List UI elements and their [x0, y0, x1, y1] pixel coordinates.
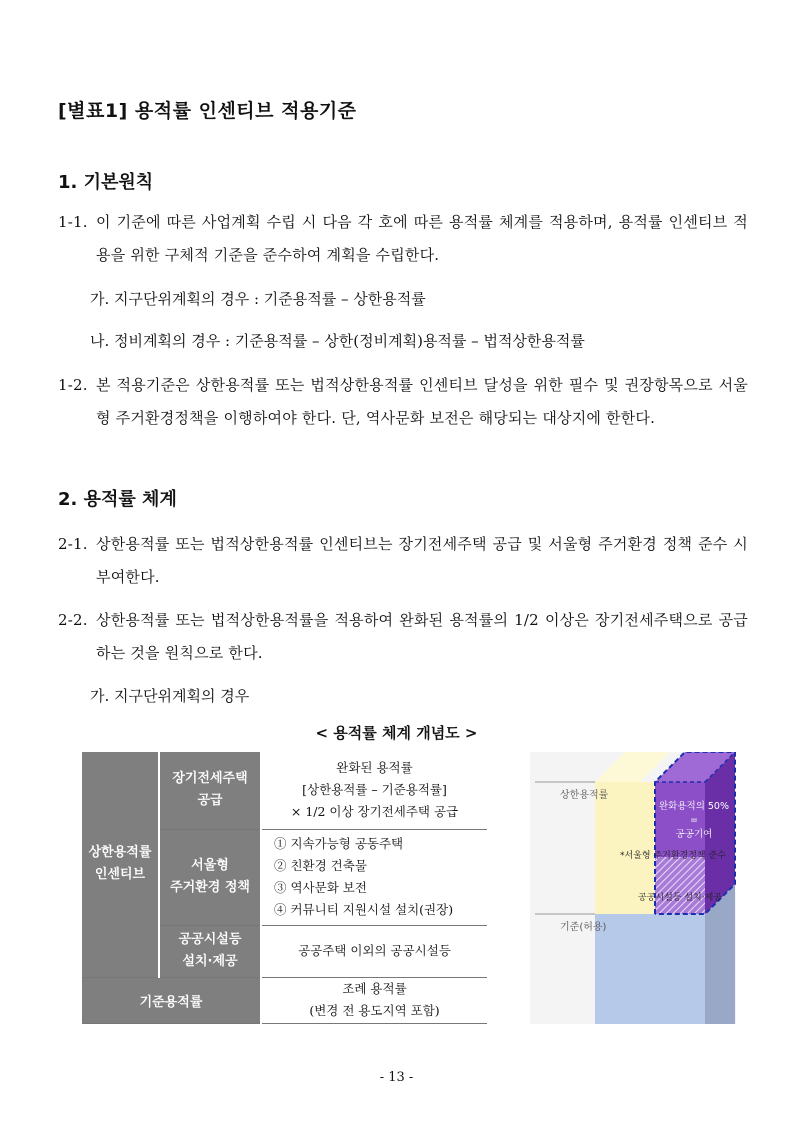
paragraph-text: 이 기준에 따른 사업계획 수립 시 다음 각 호에 따른 용적률 체계를 적용하며, 용적률 인센티브 적용을 위한 구체적 기준을 준수하여 계획을 수립한다.: [96, 213, 748, 264]
content-line: [상한용적률 – 기준용적률]: [302, 782, 447, 798]
paragraph-1-1: [58, 206, 748, 272]
paragraph-2-2: [58, 604, 748, 670]
paragraph-number: 1-1.: [58, 213, 88, 231]
paragraph-number: 1-2.: [58, 376, 88, 394]
group-label: 상한용적률 인센티브: [82, 752, 159, 977]
tag-line: =: [690, 815, 698, 826]
paragraph-number: 2-2.: [58, 611, 88, 629]
public-contribution-tag: [656, 800, 732, 842]
paragraph-text: 상한용적률 또는 법적상한용적률을 적용하여 완화된 용적률의 1/2 이상은 장기전세주택으로 공급하는 것을 원칙으로 한다.: [96, 611, 748, 662]
section-1-heading: 1. 기본원칙: [58, 172, 154, 193]
content-line: 조례 용적률: [342, 981, 407, 996]
base-content: [261, 977, 487, 1023]
content-line: ③ 역사문화 보전: [274, 880, 367, 895]
row-content: [261, 925, 487, 977]
section-2-heading: 2. 용적률 체계: [58, 489, 177, 510]
page-number: - 13 -: [379, 1070, 414, 1085]
content-line: 공공주택 이외의 공공시설등: [298, 943, 451, 958]
row-content: [261, 829, 487, 925]
floor-area-ratio-diagram: [530, 752, 736, 1024]
tag-line: 완화용적의 50%: [658, 801, 730, 812]
content-line: ④ 커뮤니티 지원시설 설치(권장): [274, 902, 454, 917]
policy-compliance-tag: *서울형 주거환경정책 준수: [620, 851, 726, 861]
tag-line: 공공기여: [675, 829, 713, 840]
content-line: × 1/2 이상 장기전세주택 공급: [290, 804, 459, 820]
row-content: [261, 752, 487, 829]
base-block-front: [595, 914, 705, 1024]
base-label: 기준용적률: [82, 977, 261, 1023]
content-line: 완화된 용적률: [336, 760, 413, 776]
paragraph-number: 2-1.: [58, 535, 88, 553]
figure-caption: < 용적률 체계 개념도 >: [315, 724, 478, 742]
content-line: (변경 전 용도지역 포함): [309, 1003, 440, 1018]
list-item-ga-2: 가. 지구단위계획의 경우: [90, 687, 250, 705]
incentive-table: [82, 752, 487, 1024]
purple-block-hatched: [655, 857, 705, 914]
upper-ratio-label: 상한용적률: [560, 790, 609, 801]
list-item-ga: 가. 지구단위계획의 경우 : 기준용적률 – 상한용적률: [90, 290, 426, 308]
paragraph-2-1: [58, 528, 748, 594]
page-title: [별표1] 용적률 인센티브 적용기준: [58, 100, 357, 122]
content-line: ① 지속가능형 공동주택: [274, 836, 404, 851]
base-ratio-label: 기준(허용): [560, 922, 607, 933]
paragraph-1-2: [58, 369, 748, 435]
paragraph-text: 본 적용기준은 상한용적률 또는 법적상한용적률 인센티브 달성을 위한 필수 및 권장항목으로 서울형 주거환경정책을 이행하여야 한다. 단, 역사문화 보전은 해당되는 대상지에 한한다.: [96, 376, 748, 427]
content-line: ② 친환경 건축물: [274, 858, 367, 873]
row-label: 장기전세주택 공급: [159, 752, 261, 829]
public-facility-tag: 공공시설등 설치·제공: [638, 893, 722, 903]
list-item-na: 나. 정비계획의 경우 : 기준용적률 – 상한(정비계획)용적률 – 법적상한용적률: [90, 332, 585, 350]
row-label: 서울형 주거환경 정책: [159, 829, 261, 925]
paragraph-text: 상한용적률 또는 법적상한용적률 인센티브는 장기전세주택 공급 및 서울형 주거환경 정책 준수 시 부여한다.: [96, 535, 748, 586]
row-label: 공공시설등 설치·제공: [159, 925, 261, 977]
